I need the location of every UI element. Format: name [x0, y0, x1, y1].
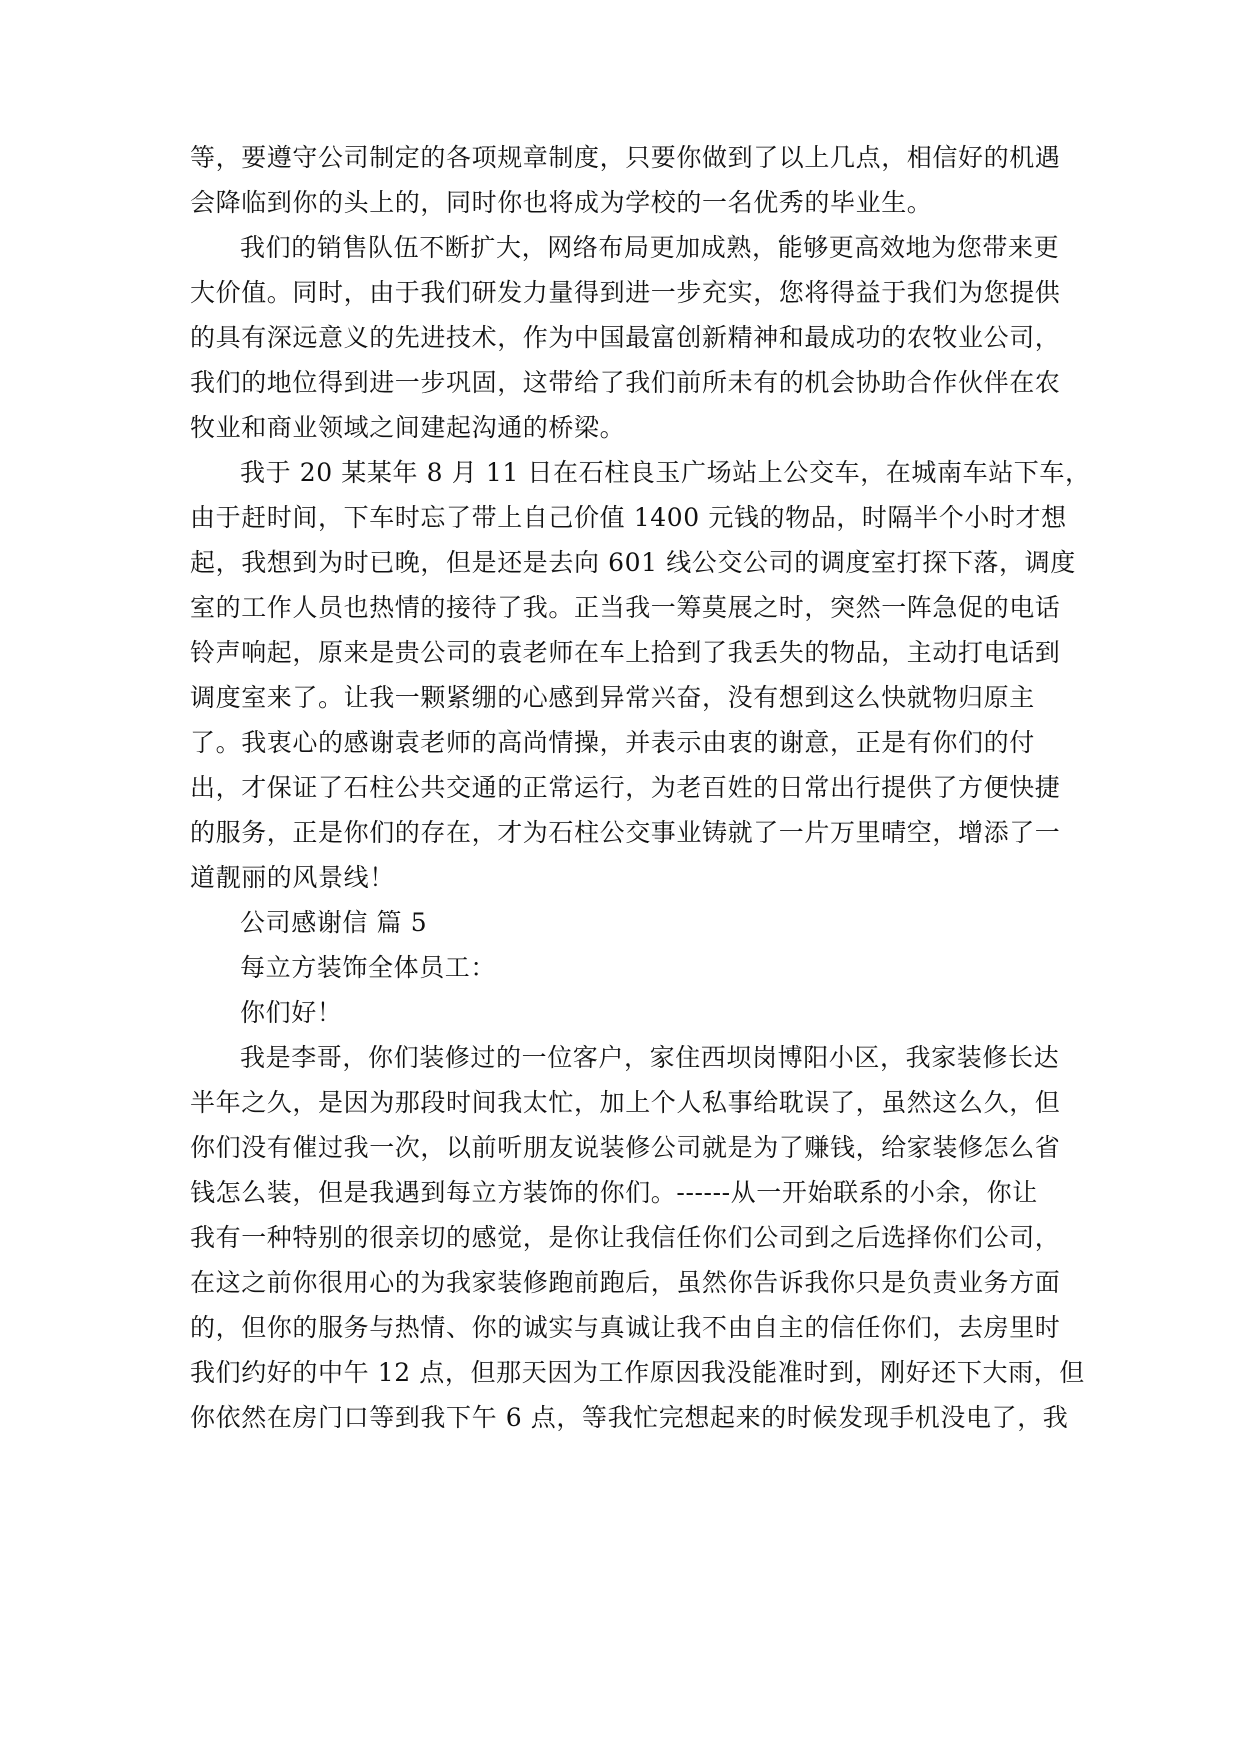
- text-line: 等，要遵守公司制定的各项规章制度，只要你做到了以上几点，相信好的机遇: [190, 143, 1061, 172]
- text-line: 你们没有催过我一次，以前听朋友说装修公司就是为了赚钱，给家装修怎么省: [190, 1133, 1061, 1162]
- text-line: 调度室来了。让我一颗紧绷的心感到异常兴奋，没有想到这么快就物归原主: [190, 683, 1035, 712]
- text-line: 由于赶时间，下车时忘了带上自己价值 1400 元钱的物品，时隔半个小时才想: [190, 503, 1067, 532]
- section-heading: 公司感谢信 篇 5: [240, 908, 428, 937]
- text-line: 我有一种特别的很亲切的感觉，是你让我信任你们公司到之后选择你们公司，: [190, 1223, 1061, 1252]
- salutation: 每立方装饰全体员工：: [240, 953, 497, 982]
- text-line: 牧业和商业领域之间建起沟通的桥梁。: [190, 413, 626, 442]
- text-line: 我们约好的中午 12 点，但那天因为工作原因我没能准时到，刚好还下大雨，但: [190, 1358, 1085, 1387]
- text-line: 会降临到你的头上的，同时你也将成为学校的一名优秀的毕业生。: [190, 188, 933, 217]
- text-line: 我们的地位得到进一步巩固，这带给了我们前所未有的机会协助合作伙伴在农: [190, 368, 1061, 397]
- text-line: 你依然在房门口等到我下午 6 点，等我忙完想起来的时候发现手机没电了，我: [190, 1403, 1069, 1432]
- text-line: 的服务，正是你们的存在，才为石柱公交事业铸就了一片万里晴空，增添了一: [190, 818, 1061, 847]
- paragraph-start-line: 我们的销售队伍不断扩大，网络布局更加成熟，能够更高效地为您带来更: [240, 233, 1060, 262]
- paragraph-start-line: 我是李哥，你们装修过的一位客户，家住西坝岗博阳小区，我家装修长达: [240, 1043, 1060, 1072]
- text-line: 室的工作人员也热情的接待了我。正当我一筹莫展之时，突然一阵急促的电话: [190, 593, 1061, 622]
- text-line: 的具有深远意义的先进技术，作为中国最富创新精神和最成功的农牧业公司，: [190, 323, 1061, 352]
- greeting: 你们好！: [240, 998, 343, 1027]
- text-line: 半年之久，是因为那段时间我太忙，加上个人私事给耽误了，虽然这么久，但: [190, 1088, 1061, 1117]
- text-line: 的，但你的服务与热情、你的诚实与真诚让我不由自主的信任你们，去房里时: [190, 1313, 1061, 1342]
- text-line: 铃声响起，原来是贵公司的袁老师在车上拾到了我丢失的物品，主动打电话到: [190, 638, 1061, 667]
- text-line: 起，我想到为时已晚，但是还是去向 601 线公交公司的调度室打探下落，调度: [190, 548, 1076, 577]
- paragraph-start-line: 我于 20 某某年 8 月 11 日在石柱良玉广场站上公交车，在城南车站下车，: [240, 458, 1091, 487]
- text-line: 钱怎么装，但是我遇到每立方装饰的你们。------从一开始联系的小余，你让: [190, 1178, 1038, 1207]
- text-line: 在这之前你很用心的为我家装修跑前跑后，虽然你告诉我你只是负责业务方面: [190, 1268, 1061, 1297]
- text-line: 大价值。同时，由于我们研发力量得到进一步充实，您将得益于我们为您提供: [190, 278, 1061, 307]
- text-line: 道靓丽的风景线！: [190, 863, 395, 892]
- text-line: 出，才保证了石柱公共交通的正常运行，为老百姓的日常出行提供了方便快捷: [190, 773, 1061, 802]
- text-line: 了。我衷心的感谢袁老师的高尚情操，并表示由衷的谢意，正是有你们的付: [190, 728, 1035, 757]
